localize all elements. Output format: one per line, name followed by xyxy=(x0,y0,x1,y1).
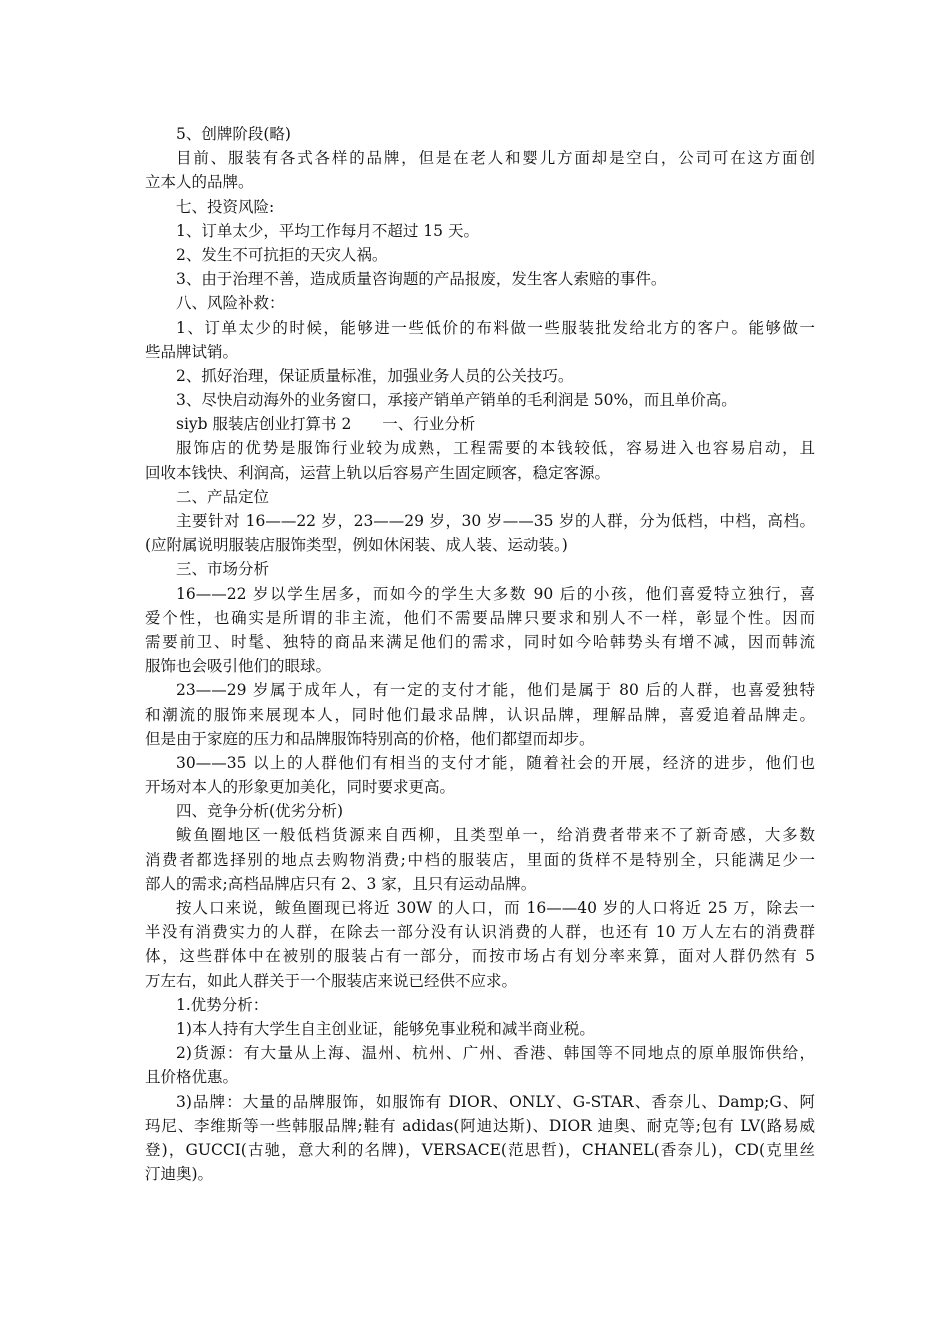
text-line: 1、订单太少，平均工作每月不超过 15 天。 xyxy=(176,221,479,240)
text-line: 1.优势分析： xyxy=(176,995,269,1014)
text-line: 3、尽快启动海外的业务窗口，承接产销单产销单的毛利润是 50%，而且单价高。 xyxy=(176,391,737,410)
text-line: 1、订单太少的时候，能够进一些低价的布料做一些服装批发给北方的客户。能够做一 xyxy=(176,318,815,337)
document-page xyxy=(145,122,815,1186)
text-line: 16——22 岁以学生居多，而如今的学生大多数 90 后的小孩，他们喜爱特立独行，喜 xyxy=(176,584,815,603)
text-line: 体，这些群体中在被别的服装占有一部分，而按市场占有划分率来算，面对人群仍然有 5 xyxy=(145,947,815,966)
text-line: 万左右，如此人群关于一个服装店来说已经供不应求。 xyxy=(145,971,518,990)
text-line: 2、发生不可抗拒的天灾人祸。 xyxy=(176,245,388,264)
text-line: 3)品牌：大量的品牌服饰，如服饰有 DIOR、ONLY、G-STAR、香奈儿、Damp;G、阿 xyxy=(176,1092,815,1111)
text-line: 回收本钱快、利润高，运营上轨以后容易产生固定顾客，稳定客源。 xyxy=(145,463,611,482)
text-line: 30——35 以上的人群他们有相当的支付才能，随着社会的开展，经济的进步，他们也 xyxy=(176,753,815,772)
text-line: 按人口来说，鲅鱼圈现已将近 30W 的人口，而 16——40 岁的人口将近 25 万，除去一 xyxy=(176,899,815,917)
text-line: 爱个性，也确实是所谓的非主流，他们不需要品牌只要求和别人不一样，彰显个性。因而 xyxy=(145,608,815,627)
text-line: 和潮流的服饰来展现本人，同时他们最求品牌，认识品牌，理解品牌，喜爱追着品牌走。 xyxy=(145,705,815,724)
text-line: 立本人的品牌。 xyxy=(145,173,254,192)
text-line: 23——29 岁属于成年人，有一定的支付才能，他们是属于 80 后的人群，也喜爱独特 xyxy=(176,681,815,700)
text-line: 需要前卫、时髦、独特的商品来满足他们的需求，同时如今哈韩势头有增不减，因而韩流 xyxy=(145,632,815,651)
text-line: siyb 服装店创业打算书 2 一、行业分析 xyxy=(176,415,476,434)
text-line: 汀迪奥)。 xyxy=(145,1165,214,1184)
text-line: 服饰店的优势是服饰行业较为成熟，工程需要的本钱较低，容易进入也容易启动，且 xyxy=(176,439,815,458)
text-line: 玛尼、李维斯等一些韩服品牌;鞋有 adidas(阿迪达斯)、DIOR 迪奥、耐克等;包有 LV(路易威 xyxy=(145,1116,815,1135)
text-line: 三、市场分析 xyxy=(176,560,270,579)
text-line: (应附属说明服装店服饰类型，例如休闲装、成人装、运动装。) xyxy=(145,536,568,555)
text-line: 鲅鱼圈地区一般低档货源来自西柳，且类型单一，给消费者带来不了新奇感，大多数 xyxy=(176,826,815,845)
text-line: 且价格优惠。 xyxy=(145,1068,239,1087)
text-line: 部人的需求;高档品牌店只有 2、3 家，且只有运动品牌。 xyxy=(145,874,537,893)
text-line: 七、投资风险: xyxy=(176,197,275,216)
text-line: 消费者都选择别的地点去购物消费;中档的服装店，里面的货样不是特别全，只能满足少一 xyxy=(145,850,815,869)
text-line: 服饰也会吸引他们的眼球。 xyxy=(145,657,332,676)
text-line: 2、抓好治理，保证质量标准，加强业务人员的公关技巧。 xyxy=(176,366,574,385)
text-line: 1)本人持有大学生自主创业证，能够免事业税和减半商业税。 xyxy=(176,1019,595,1038)
text-line: 八、风险补救： xyxy=(176,294,285,313)
text-line: 目前、服装有各式各样的品牌，但是在老人和婴儿方面却是空白，公司可在这方面创 xyxy=(176,149,815,168)
text-line: 2)货源：有大量从上海、温州、杭州、广州、香港、韩国等不同地点的原单服饰供给， xyxy=(176,1044,815,1063)
text-line: 主要针对 16——22 岁，23——29 岁，30 岁——35 岁的人群，分为低档，中档，高档。 xyxy=(176,512,815,530)
text-line: 5、创牌阶段(略) xyxy=(176,125,291,143)
text-line: 四、竞争分析(优劣分析) xyxy=(176,802,344,821)
text-line: 开场对本人的形象更加美化，同时要求更高。 xyxy=(145,778,456,797)
text-line: 些品牌试销。 xyxy=(145,342,239,361)
text-line: 半没有消费实力的人群，在除去一部分没有认识消费的人群，也还有 10 万人左右的消费群 xyxy=(145,923,815,942)
text-line: 3、由于治理不善，造成质量咨询题的产品报废，发生客人索赔的事件。 xyxy=(176,270,667,289)
text-line: 二、产品定位 xyxy=(176,487,270,506)
text-line: 登)，GUCCI(古驰，意大利的名牌)，VERSACE(范思哲)，CHANEL(香奈儿)，CD(克里丝 xyxy=(145,1140,815,1159)
text-line: 但是由于家庭的压力和品牌服饰特别高的价格，他们都望而却步。 xyxy=(145,729,595,748)
